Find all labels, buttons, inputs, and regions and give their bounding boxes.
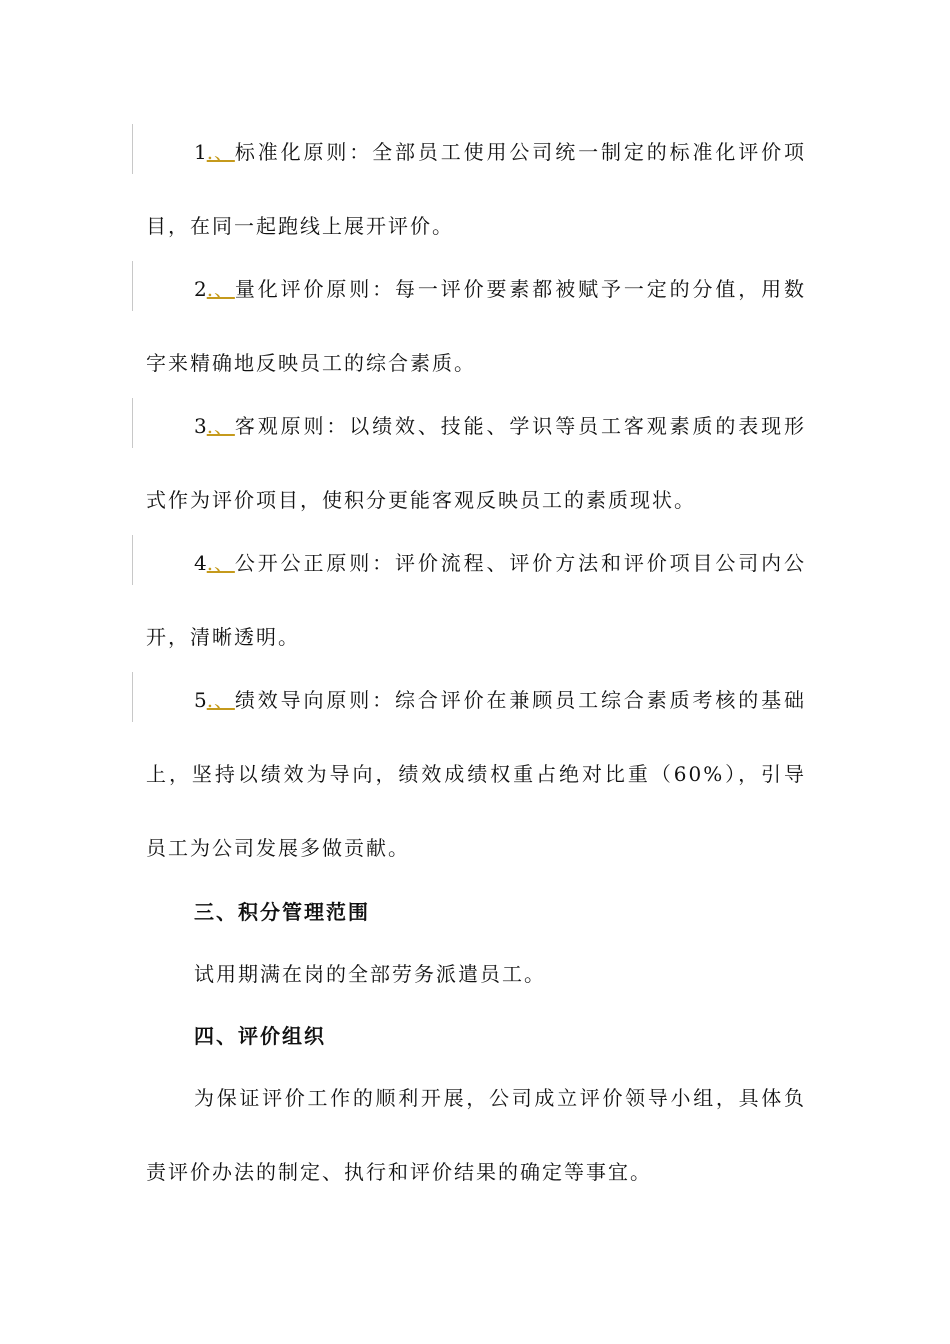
principle-1-line-1 (194, 138, 806, 166)
principle-5-line-3: 员工为公司发展多做贡献。 (146, 836, 410, 860)
principle-2-line-1 (194, 275, 806, 303)
principle-1-revision-mark: .、 (206, 140, 235, 164)
principle-5-number: 5 (194, 688, 207, 712)
principle-4-text: 公开公正原则：评价流程、评价方法和评价项目公司内公 (234, 551, 807, 575)
principle-3-text: 客观原则：以绩效、技能、学识等员工客观素质的表现形 (234, 414, 807, 438)
principle-1-line-2: 目，在同一起跑线上展开评价。 (146, 214, 454, 238)
principle-3-revision-mark: .、 (206, 414, 235, 438)
principle-2-number: 2 (194, 277, 207, 301)
principle-3-number: 3 (194, 414, 207, 438)
principle-1-number: 1 (194, 140, 207, 164)
principle-2-text: 量化评价原则：每一评价要素都被赋予一定的分值，用数 (234, 277, 807, 301)
principle-2-line-2: 字来精确地反映员工的综合素质。 (146, 351, 476, 375)
revision-margin-bar (132, 672, 133, 722)
revision-margin-bar (132, 124, 133, 174)
section-3-heading: 三、积分管理范围 (194, 900, 370, 924)
principle-3-line-2: 式作为评价项目，使积分更能客观反映员工的素质现状。 (146, 488, 696, 512)
revision-margin-bar (132, 535, 133, 585)
revision-margin-bar (132, 398, 133, 448)
section-4-line-1: 为保证评价工作的顺利开展，公司成立评价领导小组，具体负 (194, 1086, 806, 1110)
principle-1-text: 标准化原则：全部员工使用公司统一制定的标准化评价项 (234, 140, 807, 164)
principle-5-revision-mark: .、 (206, 688, 235, 712)
principle-3-line-1 (194, 412, 806, 440)
revision-margin-bar (132, 261, 133, 311)
principle-5-text: 绩效导向原则：综合评价在兼顾员工综合素质考核的基础 (234, 688, 807, 712)
principle-4-line-2: 开，清晰透明。 (146, 625, 300, 649)
principle-4-number: 4 (194, 551, 207, 575)
section-3-body: 试用期满在岗的全部劳务派遣员工。 (194, 962, 546, 986)
principle-5-line-2: 上，坚持以绩效为导向，绩效成绩权重占绝对比重（60%），引导 (146, 762, 806, 786)
principle-5-line-1 (194, 686, 806, 714)
section-4-heading: 四、评价组织 (194, 1024, 326, 1048)
section-4-line-2: 责评价办法的制定、执行和评价结果的确定等事宜。 (146, 1160, 652, 1184)
principle-4-line-1 (194, 549, 806, 577)
principle-2-revision-mark: .、 (206, 277, 235, 301)
principle-4-revision-mark: .、 (206, 551, 235, 575)
